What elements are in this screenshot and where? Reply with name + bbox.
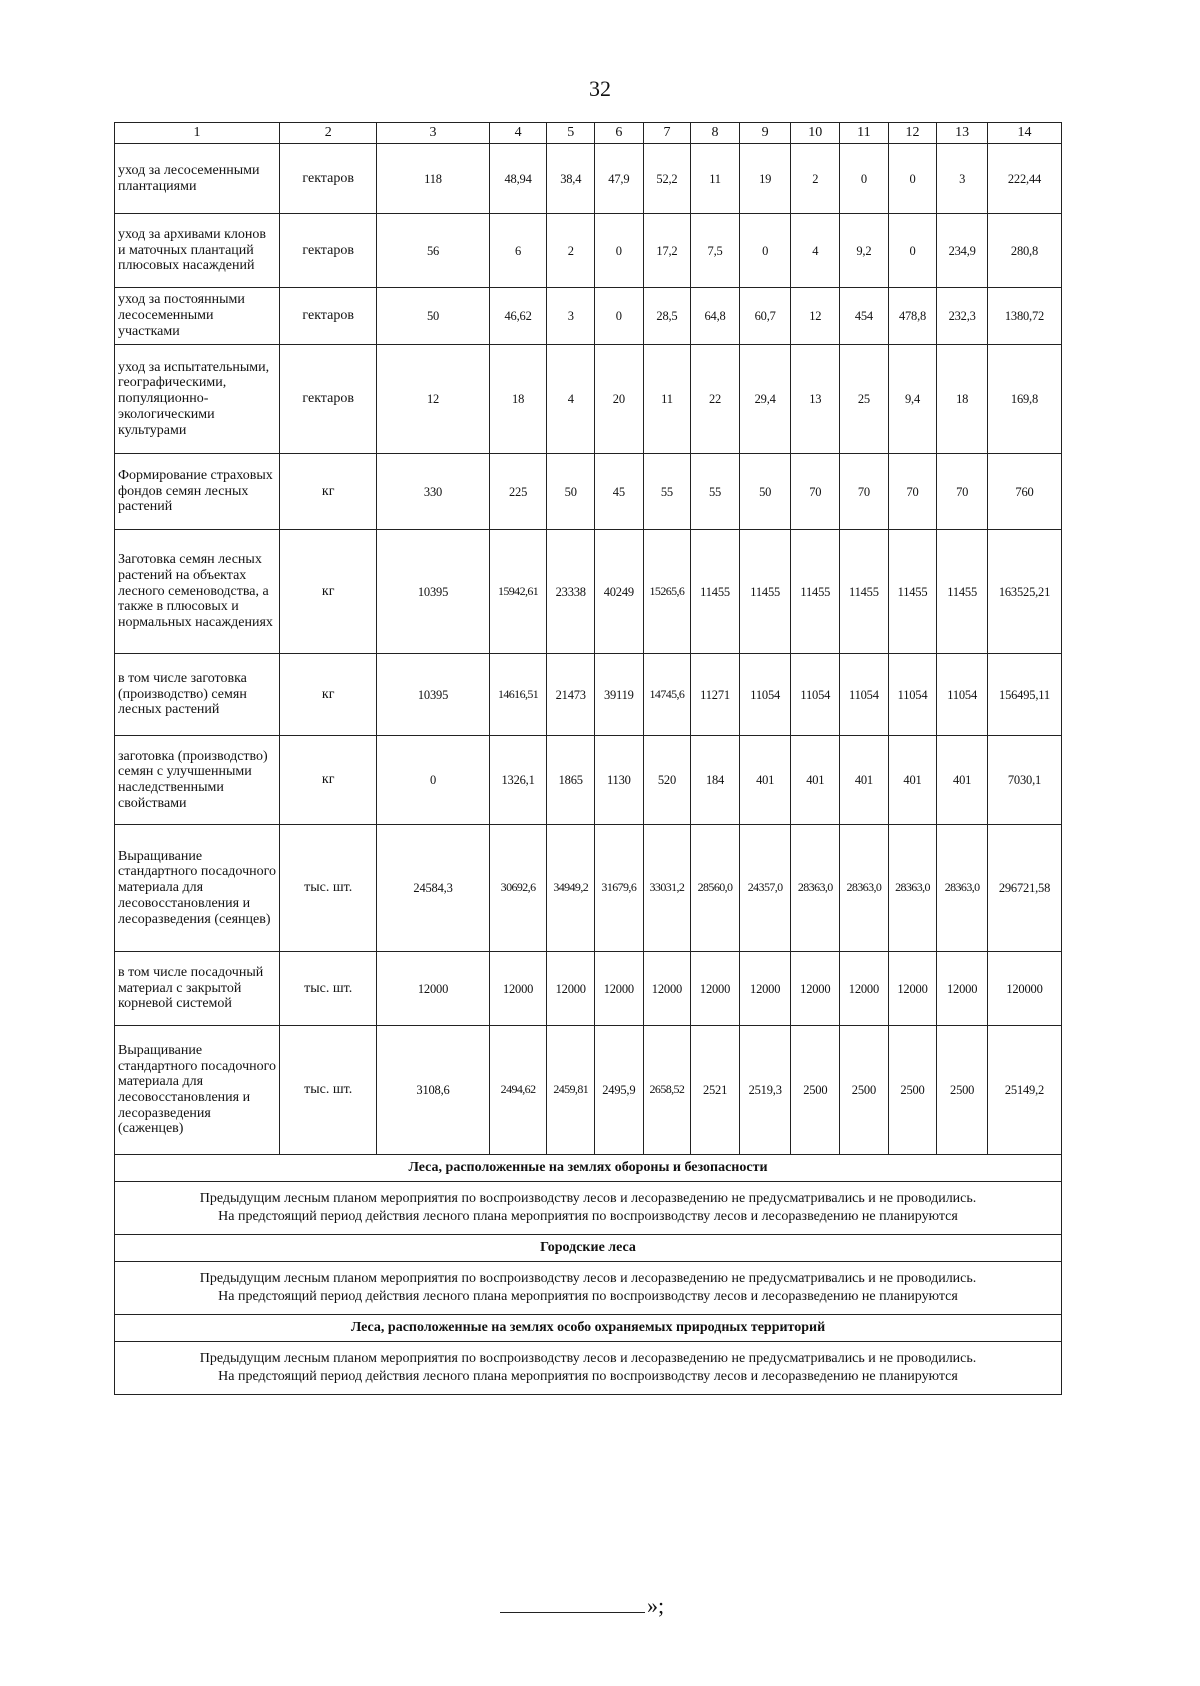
value-cell: 1380,72 (987, 288, 1061, 345)
value-cell: 11 (643, 345, 691, 454)
value-cell: 56 (377, 214, 489, 288)
value-cell: 3108,6 (377, 1026, 489, 1155)
value-cell: 50 (377, 288, 489, 345)
table-row (115, 288, 1062, 345)
unit-cell: гектаров (280, 288, 377, 345)
unit-cell: тыс. шт. (280, 952, 377, 1026)
value-cell: 454 (840, 288, 889, 345)
value-cell: 21473 (547, 654, 595, 736)
value-cell: 64,8 (691, 288, 740, 345)
value-cell: 4 (547, 345, 595, 454)
column-number: 7 (643, 123, 691, 144)
closing-mark (500, 1592, 664, 1619)
column-number: 9 (739, 123, 791, 144)
note-line: На предстоящий период действия лесного плана мероприятия по воспроизводству лесов и лесоразведению не планируются (218, 1209, 958, 1224)
value-cell: 1130 (595, 736, 644, 825)
value-cell: 0 (840, 144, 889, 214)
value-cell: 55 (643, 454, 691, 530)
value-cell: 156495,11 (987, 654, 1061, 736)
value-cell: 70 (840, 454, 889, 530)
unit-cell: гектаров (280, 144, 377, 214)
value-cell: 70 (937, 454, 988, 530)
note-line: Предыдущим лесным планом мероприятия по воспроизводству лесов и лесоразведению не предусматривались и не проводились. (199, 1190, 977, 1206)
value-cell: 55 (691, 454, 740, 530)
value-cell: 29,4 (739, 345, 791, 454)
value-cell: 25 (840, 345, 889, 454)
value-cell: 169,8 (987, 345, 1061, 454)
note-line: Предыдущим лесным планом мероприятия по воспроизводству лесов и лесоразведению не предусматривались и не проводились. (199, 1270, 977, 1286)
value-cell: 14745,6 (643, 654, 691, 736)
value-cell: 2500 (840, 1026, 889, 1155)
table-row (115, 825, 1062, 952)
table-row (115, 654, 1062, 736)
value-cell: 11455 (840, 530, 889, 654)
value-cell: 11455 (691, 530, 740, 654)
value-cell: 12000 (547, 952, 595, 1026)
table-row (115, 454, 1062, 530)
value-cell: 11054 (739, 654, 791, 736)
value-cell: 17,2 (643, 214, 691, 288)
value-cell: 2519,3 (739, 1026, 791, 1155)
value-cell: 24584,3 (377, 825, 489, 952)
value-cell: 401 (888, 736, 937, 825)
value-cell: 2500 (937, 1026, 988, 1155)
value-cell: 34949,2 (547, 825, 595, 952)
column-number-row (115, 123, 1062, 144)
value-cell: 22 (691, 345, 740, 454)
value-cell: 18 (937, 345, 988, 454)
value-cell: 12000 (595, 952, 644, 1026)
value-cell: 120000 (987, 952, 1061, 1026)
value-cell: 1865 (547, 736, 595, 825)
activity-label: Выращивание стандартного посадочного материала для лесовосстановления и лесоразведения (саженцев) (115, 1026, 280, 1155)
value-cell: 7,5 (691, 214, 740, 288)
value-cell: 225 (489, 454, 547, 530)
value-cell: 163525,21 (987, 530, 1061, 654)
value-cell: 296721,58 (987, 825, 1061, 952)
column-number: 1 (115, 123, 280, 144)
column-number: 13 (937, 123, 988, 144)
value-cell: 330 (377, 454, 489, 530)
column-number: 12 (888, 123, 937, 144)
column-number: 5 (547, 123, 595, 144)
activity-label: Формирование страховых фондов семян лесных растений (115, 454, 280, 530)
activity-label: уход за лесосеменными плантациями (115, 144, 280, 214)
value-cell: 222,44 (987, 144, 1061, 214)
value-cell: 2495,9 (595, 1026, 644, 1155)
note-line: На предстоящий период действия лесного плана мероприятия по воспроизводству лесов и лесоразведению не планируются (218, 1369, 958, 1384)
unit-cell: кг (280, 454, 377, 530)
value-cell: 70 (791, 454, 840, 530)
table-row (115, 1026, 1062, 1155)
value-cell: 12000 (377, 952, 489, 1026)
activity-label: Выращивание стандартного посадочного материала для лесовосстановления и лесоразведения (сеянцев) (115, 825, 280, 952)
sections-body (115, 1155, 1062, 1395)
value-cell: 11 (691, 144, 740, 214)
value-cell: 11455 (791, 530, 840, 654)
value-cell: 12 (791, 288, 840, 345)
value-cell: 12000 (691, 952, 740, 1026)
value-cell: 11455 (739, 530, 791, 654)
value-cell: 6 (489, 214, 547, 288)
column-number: 8 (691, 123, 740, 144)
note-line: Предыдущим лесным планом мероприятия по воспроизводству лесов и лесоразведению не предусматривались и не проводились. (199, 1350, 977, 1366)
note-line: На предстоящий период действия лесного плана мероприятия по воспроизводству лесов и лесоразведению не планируются (218, 1289, 958, 1304)
column-number: 2 (280, 123, 377, 144)
value-cell: 11054 (791, 654, 840, 736)
value-cell: 15265,6 (643, 530, 691, 654)
column-number: 3 (377, 123, 489, 144)
value-cell: 2459,81 (547, 1026, 595, 1155)
column-number: 6 (595, 123, 644, 144)
value-cell: 14616,51 (489, 654, 547, 736)
value-cell: 47,9 (595, 144, 644, 214)
section-note-row (115, 1342, 1062, 1395)
section-note-row (115, 1262, 1062, 1315)
value-cell: 40249 (595, 530, 644, 654)
value-cell: 13 (791, 345, 840, 454)
value-cell: 48,94 (489, 144, 547, 214)
value-cell: 23338 (547, 530, 595, 654)
section-note (115, 1182, 1062, 1235)
value-cell: 3 (937, 144, 988, 214)
value-cell: 520 (643, 736, 691, 825)
section-header-row (115, 1155, 1062, 1182)
value-cell: 401 (937, 736, 988, 825)
value-cell: 184 (691, 736, 740, 825)
column-number: 14 (987, 123, 1061, 144)
value-cell: 2 (791, 144, 840, 214)
value-cell: 2500 (888, 1026, 937, 1155)
value-cell: 28560,0 (691, 825, 740, 952)
value-cell: 11054 (840, 654, 889, 736)
value-cell: 2521 (691, 1026, 740, 1155)
activity-label: уход за архивами клонов и маточных плантаций плюсовых насаждений (115, 214, 280, 288)
unit-cell: тыс. шт. (280, 825, 377, 952)
value-cell: 0 (888, 144, 937, 214)
forest-reproduction-table (114, 122, 1062, 1395)
value-cell: 60,7 (739, 288, 791, 345)
value-cell: 11271 (691, 654, 740, 736)
activity-label: заготовка (производство) семян с улучшенными наследственными свойствами (115, 736, 280, 825)
value-cell: 760 (987, 454, 1061, 530)
value-cell: 0 (595, 288, 644, 345)
value-cell: 280,8 (987, 214, 1061, 288)
value-cell: 52,2 (643, 144, 691, 214)
value-cell: 70 (888, 454, 937, 530)
value-cell: 25149,2 (987, 1026, 1061, 1155)
value-cell: 18 (489, 345, 547, 454)
value-cell: 46,62 (489, 288, 547, 345)
value-cell: 33031,2 (643, 825, 691, 952)
column-number: 11 (840, 123, 889, 144)
table-row (115, 214, 1062, 288)
section-title: Городские леса (115, 1235, 1062, 1262)
value-cell: 24357,0 (739, 825, 791, 952)
value-cell: 19 (739, 144, 791, 214)
section-title: Леса, расположенные на землях обороны и безопасности (115, 1155, 1062, 1182)
value-cell: 401 (739, 736, 791, 825)
value-cell: 50 (547, 454, 595, 530)
value-cell: 12000 (791, 952, 840, 1026)
value-cell: 12 (377, 345, 489, 454)
unit-cell: гектаров (280, 214, 377, 288)
activity-label: в том числе посадочный материал с закрытой корневой системой (115, 952, 280, 1026)
value-cell: 234,9 (937, 214, 988, 288)
value-cell: 7030,1 (987, 736, 1061, 825)
unit-cell: кг (280, 530, 377, 654)
value-cell: 232,3 (937, 288, 988, 345)
value-cell: 12000 (489, 952, 547, 1026)
value-cell: 118 (377, 144, 489, 214)
value-cell: 9,4 (888, 345, 937, 454)
value-cell: 28363,0 (888, 825, 937, 952)
value-cell: 11455 (888, 530, 937, 654)
unit-cell: тыс. шт. (280, 1026, 377, 1155)
table-row (115, 144, 1062, 214)
value-cell: 30692,6 (489, 825, 547, 952)
value-cell: 2500 (791, 1026, 840, 1155)
value-cell: 11054 (888, 654, 937, 736)
value-cell: 50 (739, 454, 791, 530)
value-cell: 10395 (377, 530, 489, 654)
value-cell: 31679,6 (595, 825, 644, 952)
value-cell: 0 (888, 214, 937, 288)
value-cell: 12000 (937, 952, 988, 1026)
value-cell: 28363,0 (840, 825, 889, 952)
column-number: 10 (791, 123, 840, 144)
closing-quote: »; (647, 1593, 665, 1618)
value-cell: 28,5 (643, 288, 691, 345)
value-cell: 12000 (643, 952, 691, 1026)
value-cell: 15942,61 (489, 530, 547, 654)
value-cell: 0 (377, 736, 489, 825)
value-cell: 4 (791, 214, 840, 288)
table-body (115, 144, 1062, 1155)
table-row (115, 530, 1062, 654)
unit-cell: гектаров (280, 345, 377, 454)
table-row (115, 345, 1062, 454)
value-cell: 20 (595, 345, 644, 454)
signature-line (500, 1592, 645, 1613)
value-cell: 401 (840, 736, 889, 825)
section-note (115, 1262, 1062, 1315)
value-cell: 2 (547, 214, 595, 288)
value-cell: 45 (595, 454, 644, 530)
value-cell: 478,8 (888, 288, 937, 345)
value-cell: 28363,0 (937, 825, 988, 952)
value-cell: 0 (595, 214, 644, 288)
value-cell: 12000 (840, 952, 889, 1026)
value-cell: 2494,62 (489, 1026, 547, 1155)
value-cell: 28363,0 (791, 825, 840, 952)
value-cell: 12000 (888, 952, 937, 1026)
activity-label: Заготовка семян лесных растений на объектах лесного семеноводства, а также в плюсовых и нормальных насаждениях (115, 530, 280, 654)
table-row (115, 736, 1062, 825)
value-cell: 10395 (377, 654, 489, 736)
value-cell: 12000 (739, 952, 791, 1026)
value-cell: 0 (739, 214, 791, 288)
section-note-row (115, 1182, 1062, 1235)
activity-label: уход за постоянными лесосеменными участками (115, 288, 280, 345)
section-title: Леса, расположенные на землях особо охраняемых природных территорий (115, 1315, 1062, 1342)
value-cell: 11054 (937, 654, 988, 736)
activity-label: в том числе заготовка (производство) семян лесных растений (115, 654, 280, 736)
value-cell: 401 (791, 736, 840, 825)
value-cell: 1326,1 (489, 736, 547, 825)
table-row (115, 952, 1062, 1026)
column-number: 4 (489, 123, 547, 144)
page-number: 32 (589, 76, 611, 101)
value-cell: 11455 (937, 530, 988, 654)
unit-cell: кг (280, 654, 377, 736)
value-cell: 3 (547, 288, 595, 345)
activity-label: уход за испытательными, географическими, популяционно-экологическими культурами (115, 345, 280, 454)
value-cell: 9,2 (840, 214, 889, 288)
section-header-row (115, 1315, 1062, 1342)
section-header-row (115, 1235, 1062, 1262)
value-cell: 38,4 (547, 144, 595, 214)
value-cell: 39119 (595, 654, 644, 736)
value-cell: 2658,52 (643, 1026, 691, 1155)
unit-cell: кг (280, 736, 377, 825)
section-note (115, 1342, 1062, 1395)
